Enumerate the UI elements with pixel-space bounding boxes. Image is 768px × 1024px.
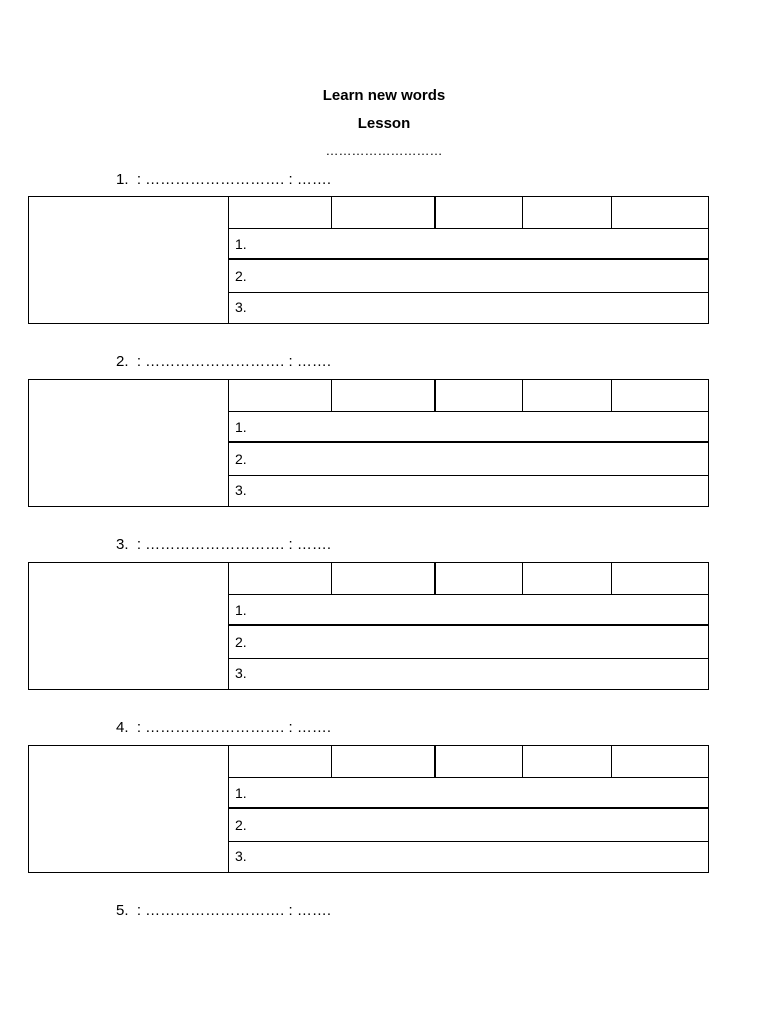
attribute-cell: [522, 746, 611, 777]
attribute-cell: [434, 746, 522, 777]
attribute-cell: [522, 380, 611, 411]
attribute-cell: [331, 563, 434, 594]
worksheet-title: Learn new words: [322, 87, 446, 104]
attribute-cell: [434, 197, 522, 228]
attribute-cell: [434, 380, 522, 411]
word-attribute-row: [229, 197, 708, 229]
word-table-1: [28, 196, 709, 324]
attribute-cell: [611, 380, 708, 411]
word-table-2: [28, 379, 709, 507]
word-table-4: [28, 745, 709, 873]
word-image-cell: [29, 563, 229, 689]
lesson-label: Lesson: [357, 115, 411, 132]
attribute-cell: [611, 746, 708, 777]
attribute-cell: [611, 563, 708, 594]
example-line-2: 2.: [229, 810, 708, 842]
example-line-1: 1.: [229, 412, 708, 443]
example-line-1: 1.: [229, 778, 708, 809]
attribute-cell: [229, 197, 331, 228]
entry-heading-2: 2. : ………………………. : …….: [116, 353, 332, 370]
word-attribute-row: [229, 746, 708, 778]
example-line-1: 1.: [229, 229, 708, 260]
example-line-2: 2.: [229, 444, 708, 476]
entry-heading-4: 4. : ………………………. : …….: [116, 719, 332, 736]
entry-heading-1: 1. : ………………………. : …….: [116, 171, 332, 188]
entry-heading-3: 3. : ………………………. : …….: [116, 536, 332, 553]
word-table-3: [28, 562, 709, 690]
example-line-3: 3.: [235, 848, 247, 864]
example-line-2: 2.: [229, 627, 708, 659]
entry-heading-5: 5. : ………………………. : …….: [116, 902, 332, 919]
example-line-2: 2.: [229, 261, 708, 293]
word-image-cell: [29, 197, 229, 323]
word-image-cell: [29, 380, 229, 506]
attribute-cell: [434, 563, 522, 594]
lesson-name-blank: ………………………: [325, 143, 443, 158]
word-image-cell: [29, 746, 229, 872]
example-line-3: 3.: [235, 299, 247, 315]
word-attribute-row: [229, 380, 708, 412]
word-details-area: [229, 380, 708, 506]
attribute-cell: [522, 563, 611, 594]
attribute-cell: [229, 746, 331, 777]
attribute-cell: [611, 197, 708, 228]
attribute-cell: [229, 563, 331, 594]
example-line-3: 3.: [235, 482, 247, 498]
word-details-area: [229, 197, 708, 323]
word-details-area: [229, 563, 708, 689]
attribute-cell: [522, 197, 611, 228]
attribute-cell: [331, 197, 434, 228]
word-details-area: [229, 746, 708, 872]
attribute-cell: [229, 380, 331, 411]
example-line-1: 1.: [229, 595, 708, 626]
word-attribute-row: [229, 563, 708, 595]
attribute-cell: [331, 380, 434, 411]
attribute-cell: [331, 746, 434, 777]
example-line-3: 3.: [235, 665, 247, 681]
